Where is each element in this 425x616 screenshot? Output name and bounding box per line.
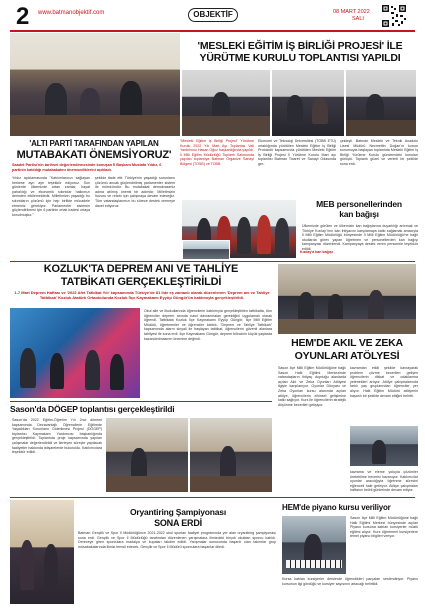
left-story-body-1: Yıldız açıklamasında "Katılımlarınızı sağlayan herkese ayrı ayrı teşekkür ediyoruz. Son günlerde ülkemizde artan zamlar, hayat pahalılığı ve ekonomik sıkıntılar halkımızı derinden etkilemektedir. Milletimizin yaşadığı bu sıkıntıların çözümü için hep birlikte mücadele etmemiz gerekiyor. Parlamenter sistemin güçlendirilmesi için 6 partinin ortak iradesi ortaya konulmuştur." bbox=[12, 176, 90, 217]
person-figure bbox=[20, 540, 34, 590]
kozluk-story-body: Okul aile ve ilkokullarında öğrencilerin katılımıyla gerçekleştirilen tatbikatta, tüm öğrenciler deprem anında nasıl davranmaları gerektiğini uygulamalı olarak öğrendi. Tatbikata Kozluk İlçe Kaymakamı Eyyüp Güngör, İlçe Milli Eğitim Müdürü, öğretmenler ve öğrenciler katıldı. "Deprem ve Tahliye Tatbikatı" kapsamında alarm sinyali ile başlayan tatbikat, öğrencilerin güvenli alanlara tahliyesi ile sona erdi. İlçe Kaymakamı Güngör, deprem bilincinin küçük yaşlarda kazandırılmasının önemine değindi. bbox=[144, 309, 272, 341]
header-rule bbox=[10, 30, 415, 32]
top-story-photo-right-2 bbox=[346, 70, 416, 136]
section-rule bbox=[10, 261, 415, 262]
meeting-table bbox=[106, 476, 188, 492]
person-figure bbox=[120, 81, 142, 119]
page-number: 2 bbox=[16, 3, 30, 30]
kozluk-story-subtitle: 1-7 Mart Deprem Haftası ve '2022 Afet Tatbikat Yılı' kapsamında Türkiye'de 81 ilde eş zamanlı olarak düzenlenen 'Deprem anı ve Tahliye Tatbikatı' Kozluk Atatürk Ortaokulunda Kozluk İlçe Kaymakamı Eyyüp Güngör'ün katılımıyla gerçekleştirildi. bbox=[14, 290, 270, 300]
left-story-title-1: 'ALTI PARTİ TARAFINDAN YAPILAN bbox=[29, 139, 159, 148]
game-table bbox=[278, 319, 416, 334]
meeting-table bbox=[346, 120, 416, 136]
meb-story-caption: Kızılay'a kan bağışı bbox=[300, 250, 333, 254]
person-figure bbox=[85, 350, 100, 390]
meeting-table bbox=[10, 115, 180, 136]
issue-day: SALI bbox=[352, 16, 364, 22]
top-story-photo-right-1 bbox=[272, 70, 344, 136]
top-story-title-2: YÜRÜTME KURULU TOPLANTISI YAPILDI bbox=[199, 52, 401, 64]
issue-date: 08 MART 2022 bbox=[333, 9, 370, 15]
sason-story-title: Sason'da DÖGEP toplantısı gerçekleştirildi bbox=[10, 404, 175, 414]
person-figure bbox=[372, 440, 386, 464]
piano-story-title: HEM'de piyano kursu veriliyor bbox=[282, 503, 391, 512]
hem-story-body-2: kavramları etkili şekilde kavrayarak problem çözme becerileri gelişen öğrencilerin dikkat ve odaklanma yetenekleri artıyor. Atölye çalışmalarında farklı yaş gruplarından öğrenciler yer alıyor. Halk Eğitim Müdürü atölyenin başarılı bir şekilde devam ettiğini belirtti. bbox=[350, 366, 418, 398]
sason-story-photo-1 bbox=[106, 418, 188, 492]
person-figure bbox=[44, 544, 58, 590]
top-story-photo-left bbox=[10, 33, 180, 136]
piano-keys bbox=[286, 560, 342, 568]
top-story-col-2: Ekonomi ve Teknoloji Üniversitesi (TOBB ETÜ) ortaklığında yürütülen Mesleki Eğitim İş Birliği Protokolü kapsamında yürütülen Mesleki Eğitim İş Birliği Projesi İl Yürütme Kurulu Mart ayı toplantısı Batman Ticaret ve Sanayi Odasında ger- bbox=[258, 139, 336, 166]
section-logo bbox=[188, 8, 238, 22]
piano-story-photo bbox=[282, 516, 346, 574]
hem-story-title-2: OYUNLARI ATÖLYESİ bbox=[294, 350, 400, 362]
piano-story-body-bottom: Kursa katılan kursiyerler derslerde öğrendikleri parçaları seslendiriyor. Piyano kursunun ilgi gördüğü ve kursiyer sayısının artacağı belirtildi. bbox=[282, 577, 418, 586]
kozluk-story-photo bbox=[10, 308, 140, 398]
piano-story-body-side: Sason İlçe Milli Eğitim Müdürlüğüne bağlı Halk Eğitimi Merkezi bünyesinde açılan Piyano kursuna katılan kursiyerler müzik eğitimi alıyor. Kurs öğretmeni kursiyerlere temel piyano bilgileri veriyor. bbox=[350, 516, 418, 539]
top-story-col-1: "Mesleki Eğitim İş Birliği Projesi" Yürütme Kurulu 2022 Yılı Mart Ayı Toplantısı Vali Yardımcısı Hasan Oğuz başkanlığında yapıldı. İl Milli Eğitim Müdürlüğü Toplantı Salonunda yapılan toplantıya Batman Organize Sanayi Bölgesi (TOSB) ve TOBB bbox=[180, 139, 254, 166]
meb-story-title-2: kan bağışı bbox=[339, 209, 379, 219]
left-story-body-2: şekilde ifade etti: Türkiye'nin yaşadığı sorunların çözümü ancak güçlendirilmiş parlamenter sistem ile mümkündür. Bu mutabakat demokrasimiz adına atılmış önemli bir adımdır. Milletimizin huzuru ve refahı için çalışmaya devam edeceğiz. Tüm vatandaşlarımızı bu sürece destek vermeye davet ediyoruz. bbox=[95, 176, 175, 208]
top-story-title-1: 'MESLEKİ EĞİTİM İŞ BİRLİĞİ PROJESİ' İLE bbox=[197, 40, 403, 52]
person-figure bbox=[110, 354, 124, 390]
left-story-title-2: MUTABAKATI ÖNEMSİYORUZ' bbox=[16, 149, 172, 161]
oryantiring-title-2: SONA ERDİ bbox=[154, 518, 202, 528]
hem-story-photo-small bbox=[350, 426, 418, 466]
sason-story-photo-2 bbox=[190, 418, 272, 492]
oryantiring-photo bbox=[10, 500, 74, 604]
section-rule bbox=[10, 401, 272, 402]
person-figure bbox=[20, 348, 36, 388]
meb-story-title-1: MEB personellerinden bbox=[316, 199, 402, 209]
qr-code-icon bbox=[381, 4, 407, 28]
meb-story-body: Ülkemizde görülen ve ülkemizin kan bağışlarına duyarlılığı artırmak ve Türkiye Kızılay'ı'nın kan ihtiyacını karşılamaya katkı sağlamak amacıyla İl Milli Eğitim Müdürlüğü bünyesinde İl Milli Eğitim Müdürlüğü'ne bağlı okullarda görev yapan öğretmen ve personellerden kan bağışı kampanyası düzenlendi. Kampanyaya destek veren personele teşekkür edildi. bbox=[302, 224, 418, 251]
hem-story-body-3: kavrama ve eleme yoluyla çözümler üretebilme becerisi kazanıyor. Katılımcılar oyunlar aracılığıyla öğrenme sürecini eğlenceli hale getiriyor. Atölye çalışmaları haftanın belirli günlerinde devam ediyor. bbox=[350, 470, 418, 493]
hem-story-body-1: Sason İlçe Milli Eğitim Müdürlüğüne bağlı Sason Halk Eğitimi Merkezinde vatandaşların ihtiyaç duyduğu alanlarda açılan Akıl ve Zeka Oyunları Atölyesi ilgiyle karşılanıyor. Oyunlar Dünyası ve Zeka Oyunları kursu alanında açılan atölye, öğrencilerin zihinsel gelişimine katkı sağlıyor. Kurs ile öğrencilerin stratejik düşünme becerileri gelişiyor. bbox=[278, 366, 346, 407]
meeting-table bbox=[190, 476, 272, 492]
section-rule bbox=[10, 497, 415, 498]
person-figure bbox=[50, 353, 64, 389]
oryantiring-body: Batman Gençlik ve Spor İl Müdürlüğünce 2021-2022 okul sporları faaliyet programında yer alan oryantiring şampiyonası sona erdi. Gençlik ve Spor İl Müdürlüğü tarafından düzenlenen yarışmalara ilimizdeki birçok okuldan sporcu katıldı. Dereceye giren sporculara madalya ve kupaları takdim edildi. Yarışmalar sonucunda başarılı olan takımlar grup müsabakalarında ilimizi temsil edecek. Gençlik ve Spor İl Müdürü sporculara başarılar diledi. bbox=[78, 531, 276, 549]
meb-story-photo-small bbox=[182, 240, 230, 260]
hem-story-photo bbox=[278, 264, 416, 334]
kozluk-story-title-2: TATBİKATI GERÇEKLEŞTİRİLDİ bbox=[60, 276, 222, 288]
person-figure bbox=[45, 83, 67, 118]
meeting-table bbox=[182, 116, 270, 136]
person-figure bbox=[287, 95, 303, 123]
top-story-col-3: çekleşti. Batman Mesleki ve Teknik Anadolu Lisesi Müdürü Necmettin Doğan'ın kurum sunumuyla başlayan toplantıda Mesleki Eğitim İş Birliği Yürütme Kurulu gündemdeki konuları görüştü. Toplantı güzel ve verimli bir şekilde sona erdi. bbox=[340, 139, 418, 166]
kozluk-story-title-1: KOZLUK'TA DEPREM ANI VE TAHLİYE bbox=[43, 263, 239, 275]
person-figure bbox=[275, 218, 289, 254]
sason-story-body: Sason'da 2022 Eğitim-Öğretim Yılı 2nci dönemi kapsamında Dezavantajlı Öğrencilerin Eğitimde Yaşadıkları Sorunların Giderilmesi Projesi (DÖGEP) toplantısı Kaymakam Yardımcısı başkanlığında gerçekleştirildi. Toplantıda proje kapsamında yapılan çalışmalar değerlendirildi ve ilerleyen süreçte yapılacak faaliyetler hakkında istişarelerde bulunuldu. Katılımcılara teşekkür edildi. bbox=[12, 418, 102, 455]
person-figure bbox=[312, 98, 328, 124]
left-story-subtitle: Saadet Partisi'nin tarihsel değerlendirmesinde konuşan İl Başkanı Mustafa Yıldız, 6 partinin katıldığı mutabakatını önemsediklerini açıkladı. bbox=[12, 163, 162, 172]
page-header bbox=[0, 0, 425, 30]
top-story-photo-mid bbox=[182, 70, 270, 136]
site-url[interactable]: www.batmanobjektif.com bbox=[38, 10, 105, 16]
section-logo-text: OBJEKTİF bbox=[193, 10, 233, 19]
oryantiring-title-1: Oryantiring Şampiyonası bbox=[129, 507, 226, 517]
hem-story-title-1: HEM'DE AKIL VE ZEKA bbox=[291, 337, 403, 349]
person-figure bbox=[237, 217, 251, 254]
person-figure bbox=[257, 215, 271, 254]
